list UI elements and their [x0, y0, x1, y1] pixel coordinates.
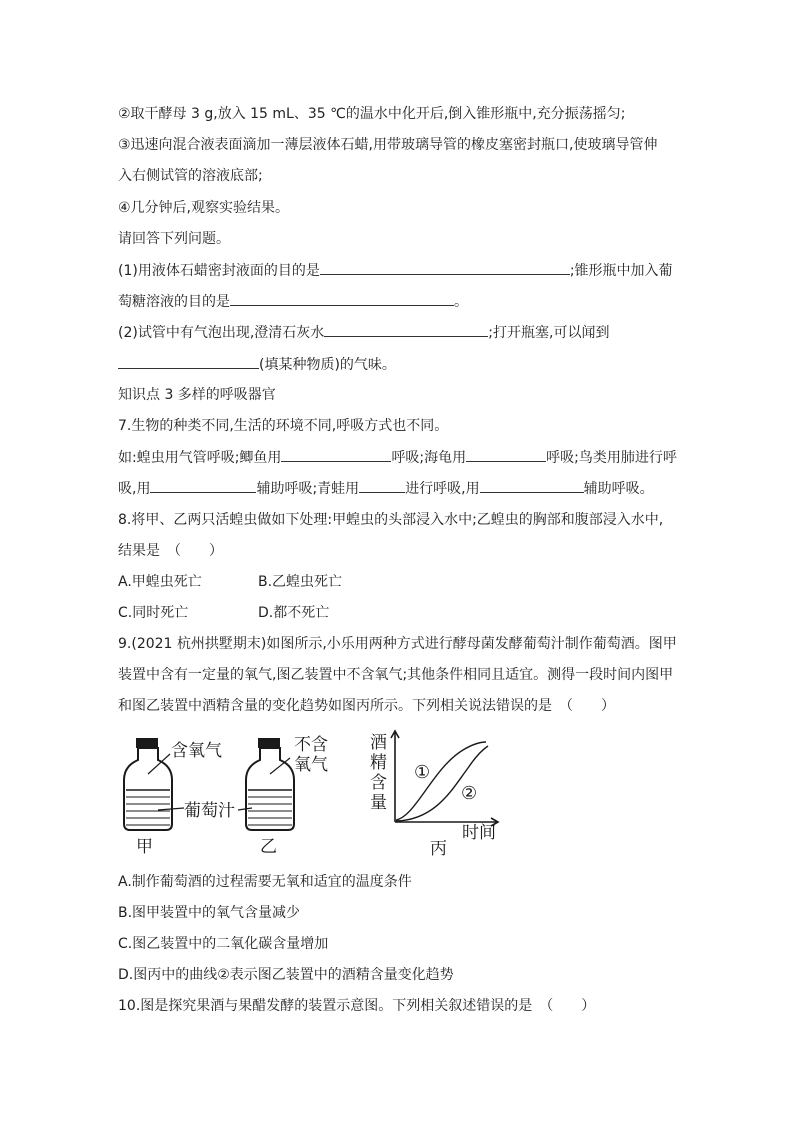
q7-text-d: 吸,用 — [118, 481, 151, 497]
q7-text-b: 呼吸;海龟用 — [391, 450, 467, 466]
knowledge-point-heading: 知识点 3 多样的呼吸器官 — [118, 387, 276, 403]
x-axis-label: 时间 — [462, 823, 496, 843]
q2-text-a: (2)试管中有气泡出现,澄清石灰水 — [118, 325, 325, 341]
question-2-line1 — [118, 322, 609, 343]
question-2-line2 — [118, 354, 396, 375]
question-8-line1: 8.将甲、乙两只活蝗虫做如下处理:甲蝗虫的头部浸入水中;乙蝗虫的胸部和腹部浸入水中, — [118, 512, 664, 528]
question-7-line2 — [118, 478, 654, 499]
question-7-line1 — [118, 447, 677, 468]
q2-text-c: (填某种物质)的气味。 — [259, 357, 396, 373]
step-2: ②取干酵母 3 g,放入 15 mL、35 ℃的温水中化开后,倒入锥形瓶中,充分振荡摇匀; — [118, 106, 626, 122]
q1-text-a: (1)用液体石蜡密封液面的目的是 — [118, 263, 320, 279]
y-axis-char-1: 酒 — [370, 733, 387, 753]
question-1-line2 — [118, 291, 468, 312]
answer-blank[interactable] — [466, 447, 546, 462]
q7-text-f: 进行呼吸,用 — [405, 481, 480, 497]
fermentation-figure — [118, 728, 518, 860]
question-9-line2: 装置中含有一定量的氧气,图乙装置中不含氧气;其他条件相同且适宜。测得一段时间内图甲 — [118, 667, 674, 683]
option-8c: C.同时死亡 — [118, 605, 189, 621]
question-8-line2: 结果是 （ ） — [118, 543, 223, 559]
curve-1-label: ① — [414, 762, 431, 783]
y-axis-char-2: 精 — [370, 753, 387, 773]
q7-text-a: 如:蝗虫用气管呼吸;鲫鱼用 — [118, 450, 282, 466]
curve-1 — [396, 742, 486, 820]
label-bing: 丙 — [430, 839, 447, 859]
q7-text-g: 辅助呼吸。 — [583, 481, 654, 497]
option-8b: B.乙蝗虫死亡 — [258, 574, 343, 590]
y-axis-char-3: 含 — [370, 773, 387, 793]
option-8a: A.甲蝗虫死亡 — [118, 574, 202, 590]
q1-text-b: ;锥形瓶中加入葡 — [569, 263, 673, 279]
yi-gas-label-2: 氧气 — [294, 755, 328, 775]
y-axis-char-4: 量 — [370, 793, 387, 813]
answer-prompt: 请回答下列问题。 — [118, 231, 230, 247]
step-3-line1: ③迅速向混合液表面滴加一薄层液体石蜡,用带玻璃导管的橡皮塞密封瓶口,使玻璃导管伸 — [118, 137, 658, 153]
q1-text-d: 。 — [454, 294, 468, 310]
graph-axes — [391, 731, 498, 826]
answer-blank[interactable] — [359, 478, 405, 493]
answer-blank[interactable] — [230, 291, 454, 306]
q7-text-c: 呼吸;鸟类用肺进行呼 — [546, 450, 677, 466]
question-1-line1 — [118, 260, 673, 281]
question-7: 7.生物的种类不同,生活的环境不同,呼吸方式也不同。 — [118, 418, 449, 434]
question-10: 10.图是探究果酒与果醋发酵的装置示意图。下列相关叙述错误的是 （ ） — [118, 998, 596, 1014]
answer-blank[interactable] — [118, 354, 259, 369]
question-9-line1: 9.(2021 杭州拱墅期末)如图所示,小乐用两种方式进行酵母菌发酵葡萄汁制作葡萄酒。图甲 — [118, 636, 677, 652]
q1-text-c: 萄糖溶液的目的是 — [118, 294, 230, 310]
answer-blank[interactable] — [480, 478, 584, 493]
answer-blank[interactable] — [150, 478, 256, 493]
answer-blank[interactable] — [320, 260, 570, 275]
option-8d: D.都不死亡 — [258, 605, 330, 621]
question-9-line3: 和图乙装置中酒精含量的变化趋势如图丙所示。下列相关说法错误的是 （ ） — [118, 698, 615, 714]
figure-svg — [118, 728, 518, 860]
step-4: ④几分钟后,观察实验结果。 — [118, 200, 290, 216]
step-3-line2: 入右侧试管的溶液底部; — [118, 168, 263, 184]
label-yi: 乙 — [260, 837, 277, 857]
option-9a: A.制作葡萄酒的过程需要无氧和适宜的温度条件 — [118, 874, 412, 890]
q2-text-b: ;打开瓶塞,可以闻到 — [488, 325, 610, 341]
option-9d: D.图丙中的曲线②表示图乙装置中的酒精含量变化趋势 — [118, 967, 454, 983]
q7-text-e: 辅助呼吸;青蛙用 — [256, 481, 360, 497]
juice-label: 葡萄汁 — [184, 801, 235, 821]
answer-blank[interactable] — [324, 322, 488, 337]
jia-gas-label: 含氧气 — [171, 741, 222, 761]
yi-gas-label-1: 不含 — [294, 735, 328, 755]
curve-2-label: ② — [461, 783, 478, 804]
option-9c: C.图乙装置中的二氧化碳含量增加 — [118, 936, 329, 952]
option-9b: B.图甲装置中的氧气含量减少 — [118, 905, 301, 921]
answer-blank[interactable] — [281, 447, 391, 462]
bottle-yi — [238, 738, 294, 830]
label-jia: 甲 — [136, 837, 153, 857]
